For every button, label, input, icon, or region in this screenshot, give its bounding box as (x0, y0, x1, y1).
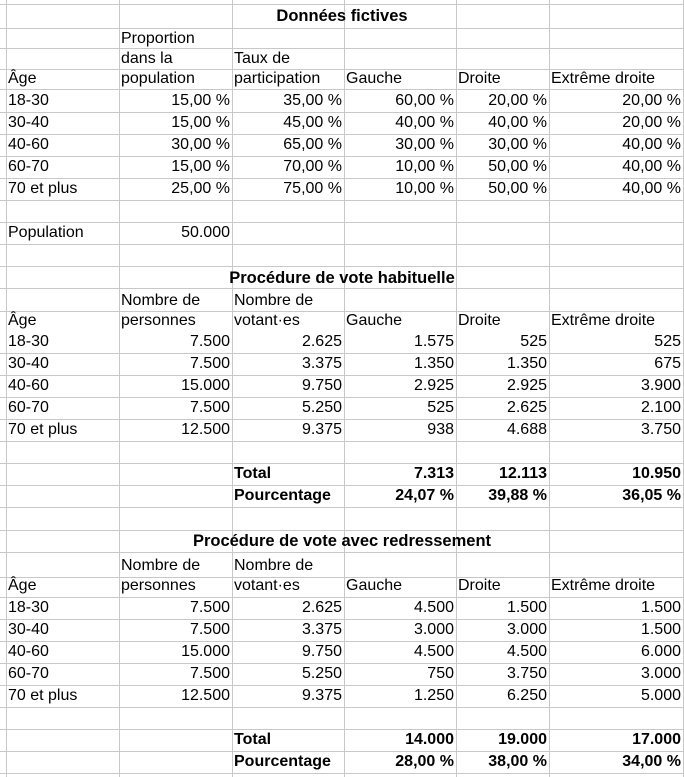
column-header: Extrême droite (551, 577, 656, 594)
total-value: 19.000 (498, 731, 547, 748)
table-cell: 750 (427, 665, 454, 682)
total-value: 7.313 (413, 465, 454, 482)
table-cell: 2.925 (413, 377, 454, 394)
table-cell: 3.000 (640, 665, 681, 682)
row-label: 60-70 (8, 158, 49, 175)
table-cell: 20,00 % (488, 92, 547, 109)
table-cell: 7.500 (189, 399, 230, 416)
table-cell: 50,00 % (488, 158, 547, 175)
grid-hline-1 (0, 28, 684, 29)
column-header: Nombre de (121, 557, 201, 574)
total-label: Total (234, 731, 272, 748)
percentage-label: Pourcentage (234, 753, 331, 770)
grid-hline-11 (0, 244, 684, 245)
table-cell: 9.750 (301, 643, 342, 660)
column-header: Âge (8, 577, 37, 594)
row-label: 30-40 (8, 114, 49, 131)
total-label: Total (234, 465, 272, 482)
percentage-value: 34,00 % (622, 753, 681, 770)
grid-hline-31 (0, 707, 684, 708)
grid-hline-9 (0, 200, 684, 201)
column-header: Proportion (121, 30, 195, 47)
table-cell: 35,00 % (283, 92, 342, 109)
table-cell: 4.688 (506, 421, 547, 438)
row-label: 40-60 (8, 643, 49, 660)
table-cell: 15,00 % (171, 114, 230, 131)
column-header: participation (234, 70, 321, 87)
total-value: 17.000 (632, 731, 681, 748)
table-cell: 3.000 (413, 621, 454, 638)
table-cell: 25,00 % (171, 180, 230, 197)
table-cell: 7.500 (189, 355, 230, 372)
total-value: 12.113 (498, 465, 547, 482)
column-header: Nombre de (234, 292, 314, 309)
column-header: population (121, 70, 195, 87)
column-header: Âge (8, 312, 37, 329)
table-cell: 15,00 % (171, 158, 230, 175)
column-header: Nombre de (234, 557, 314, 574)
table-cell: 65,00 % (283, 136, 342, 153)
table-cell: 12.500 (181, 687, 230, 704)
table-cell: 30,00 % (395, 136, 454, 153)
row-label: 70 et plus (8, 180, 78, 197)
column-header: Âge (8, 70, 37, 87)
percentage-value: 38,00 % (488, 753, 547, 770)
table-cell: 45,00 % (283, 114, 342, 131)
column-header: personnes (121, 577, 196, 594)
table-cell: 2.625 (301, 333, 342, 350)
row-label: 18-30 (8, 333, 49, 350)
table-cell: 9.375 (301, 421, 342, 438)
column-header: Taux de (234, 50, 291, 67)
table-cell: 525 (520, 333, 547, 350)
table-cell: 1.250 (413, 687, 454, 704)
percentage-value: 39,88 % (488, 487, 547, 504)
row-label: 30-40 (8, 621, 49, 638)
column-header: Gauche (346, 577, 403, 594)
table-cell: 2.100 (640, 399, 681, 416)
table-cell: 15.000 (181, 377, 230, 394)
table-cell: 15.000 (181, 643, 230, 660)
table-cell: 3.900 (640, 377, 681, 394)
row-label: 70 et plus (8, 421, 78, 438)
table-cell: 3.000 (506, 621, 547, 638)
table-cell: 30,00 % (171, 136, 230, 153)
table-cell: 1.350 (413, 355, 454, 372)
column-header: Extrême droite (551, 70, 656, 87)
column-header: Droite (458, 577, 501, 594)
table-cell: 40,00 % (622, 180, 681, 197)
table-cell: 1.500 (506, 599, 547, 616)
table-cell: 7.500 (189, 333, 230, 350)
table-cell: 40,00 % (488, 114, 547, 131)
column-header: personnes (121, 312, 196, 329)
total-value: 14.000 (405, 731, 454, 748)
table-cell: 2.625 (301, 599, 342, 616)
table-cell: 1.575 (413, 333, 454, 350)
table-cell: 4.500 (506, 643, 547, 660)
row-label: 40-60 (8, 377, 49, 394)
table-cell: 2.925 (506, 377, 547, 394)
table-cell: 5.250 (301, 665, 342, 682)
table-cell: 50,00 % (488, 180, 547, 197)
grid-hline-34 (0, 773, 684, 774)
table-cell: 1.500 (640, 599, 681, 616)
table-cell: 3.750 (640, 421, 681, 438)
table-cell: 1.350 (506, 355, 547, 372)
table-cell: 675 (654, 355, 681, 372)
percentage-value: 24,07 % (395, 487, 454, 504)
column-header: Nombre de (121, 292, 201, 309)
grid-hline-19 (0, 441, 684, 442)
total-value: 10.950 (632, 465, 681, 482)
column-header: Extrême droite (551, 312, 656, 329)
table-cell: 3.750 (506, 665, 547, 682)
table-cell: 2.625 (506, 399, 547, 416)
table-cell: 6.250 (506, 687, 547, 704)
grid-hline-24 (0, 552, 684, 553)
table-cell: 15,00 % (171, 92, 230, 109)
row-label: 30-40 (8, 355, 49, 372)
section-title-2: Procédure de vote avec redressement (192, 532, 492, 550)
table-cell: 9.375 (301, 687, 342, 704)
table-cell: 75,00 % (283, 180, 342, 197)
column-header: Gauche (346, 312, 403, 329)
grid-hline-4 (0, 89, 684, 90)
percentage-label: Pourcentage (234, 487, 331, 504)
row-label: 60-70 (8, 665, 49, 682)
table-cell: 60,00 % (395, 92, 454, 109)
table-cell: 1.500 (640, 621, 681, 638)
table-cell: 3.375 (301, 621, 342, 638)
row-label: 70 et plus (8, 687, 78, 704)
column-header: votant·es (234, 312, 300, 329)
table-cell: 20,00 % (622, 92, 681, 109)
percentage-value: 28,00 % (395, 753, 454, 770)
table-cell: 4.500 (413, 599, 454, 616)
table-cell: 525 (654, 333, 681, 350)
population-label: Population (8, 224, 84, 241)
table-cell: 4.500 (413, 643, 454, 660)
table-cell: 9.750 (301, 377, 342, 394)
section-title-0: Données fictives (276, 7, 408, 25)
table-cell: 7.500 (189, 599, 230, 616)
table-cell: 10,00 % (395, 180, 454, 197)
table-cell: 40,00 % (622, 158, 681, 175)
table-cell: 12.500 (181, 421, 230, 438)
column-header: Gauche (346, 70, 403, 87)
table-cell: 3.375 (301, 355, 342, 372)
row-label: 60-70 (8, 399, 49, 416)
row-label: 18-30 (8, 599, 49, 616)
table-cell: 5.250 (301, 399, 342, 416)
row-label: 18-30 (8, 92, 49, 109)
column-header: votant·es (234, 577, 300, 594)
table-cell: 938 (427, 421, 454, 438)
table-cell: 10,00 % (395, 158, 454, 175)
table-cell: 5.000 (640, 687, 681, 704)
table-cell: 7.500 (189, 665, 230, 682)
table-cell: 70,00 % (283, 158, 342, 175)
table-cell: 7.500 (189, 621, 230, 638)
table-cell: 30,00 % (488, 136, 547, 153)
table-cell: 20,00 % (622, 114, 681, 131)
table-cell: 525 (427, 399, 454, 416)
grid-hline-22 (0, 507, 684, 508)
section-title-1: Procédure de vote habituelle (229, 269, 455, 287)
table-cell: 40,00 % (622, 136, 681, 153)
column-header: Droite (458, 70, 501, 87)
table-cell: 6.000 (640, 643, 681, 660)
column-header: dans la (121, 50, 173, 67)
column-header: Droite (458, 312, 501, 329)
percentage-value: 36,05 % (622, 487, 681, 504)
row-label: 40-60 (8, 136, 49, 153)
population-value: 50.000 (181, 224, 230, 241)
table-cell: 40,00 % (395, 114, 454, 131)
